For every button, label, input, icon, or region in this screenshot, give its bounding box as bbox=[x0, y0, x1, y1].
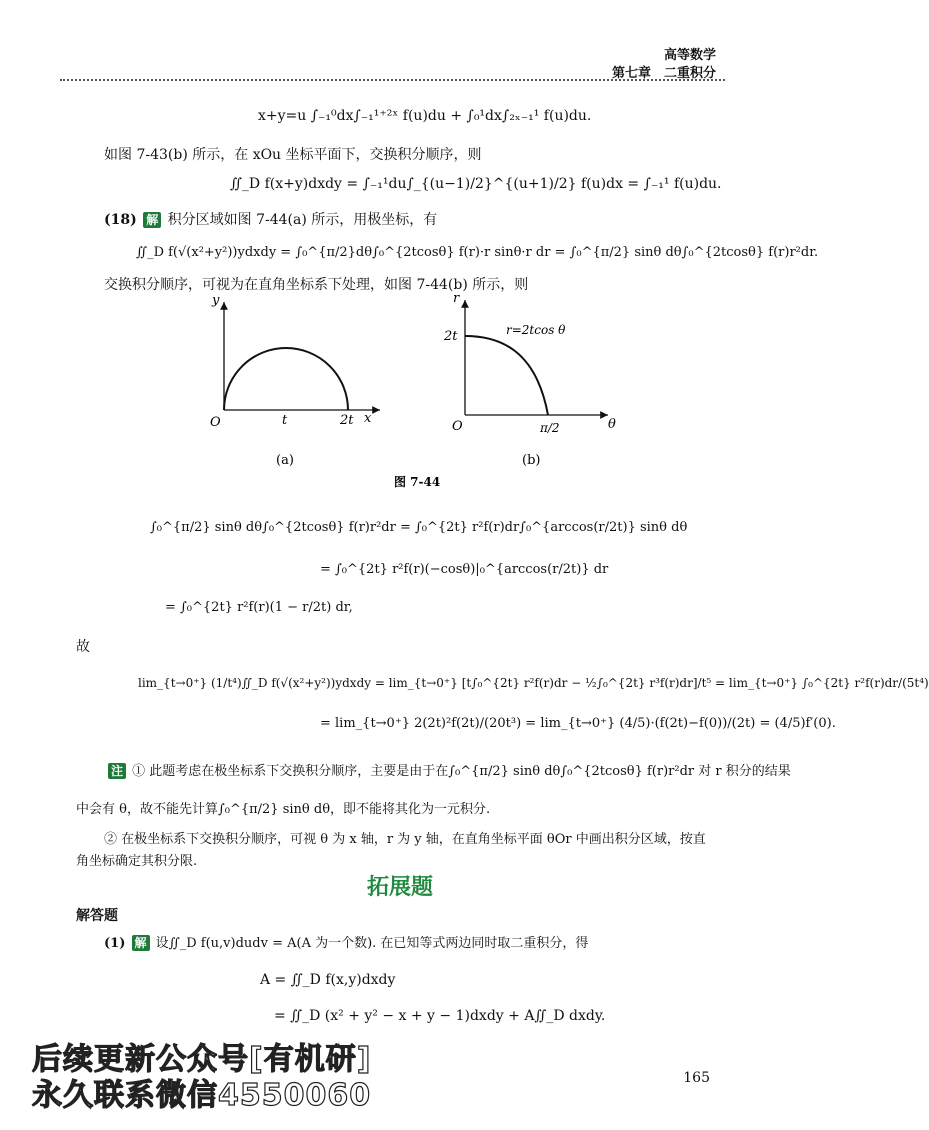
solve-badge: 解 bbox=[143, 212, 161, 228]
figure-7-44 bbox=[180, 290, 640, 490]
fig-b-r-label: r bbox=[453, 291, 460, 306]
fig-a-tick-2t: 2t bbox=[340, 413, 354, 428]
fig-a-tick-t: t bbox=[282, 413, 288, 428]
equation-A-2: = ∬_D (x² + y² − x + y − 1)dxdy + A∬_D dxdy. bbox=[274, 1008, 606, 1024]
figure-title: 图 7-44 bbox=[394, 475, 441, 489]
equation-swap-3: = ∫₀^{2t} r²f(r)(1 − r/2t) dr, bbox=[165, 600, 353, 615]
note-1-line-1: ① 此题考虑在极坐标系下交换积分顺序，主要是由于在∫₀^{π/2} sinθ dθ∫₀^{2tcosθ} f(r)r²dr 对 r 积分的结果 bbox=[132, 764, 791, 779]
fig-a-origin: O bbox=[210, 415, 221, 430]
equation-A-1: A = ∬_D f(x,y)dxdy bbox=[260, 972, 396, 988]
item-18 bbox=[104, 209, 437, 229]
fig-b-tick-pi2: π/2 bbox=[540, 421, 560, 435]
note-1-line-2: 中会有 θ，故不能先计算∫₀^{π/2} sinθ dθ，即不能将其化为一元积分. bbox=[76, 802, 491, 817]
equation-limit-2: = lim_{t→0⁺} 2(2t)²f(2t)/(20t³) = lim_{t→0⁺} (4/5)·(f(2t)−f(0))/(2t) = (4/5)f′(0). bbox=[320, 716, 836, 731]
fig-a-caption: (a) bbox=[276, 453, 294, 468]
fig-a-y-label: y bbox=[212, 293, 220, 308]
fig-b-theta-label: θ bbox=[608, 417, 616, 432]
sub-title: 解答题 bbox=[76, 908, 118, 924]
watermark-line-2: 永久联系微信4550060 bbox=[32, 1078, 372, 1113]
fig-a-semicircle bbox=[224, 348, 348, 410]
figure-b bbox=[443, 291, 616, 468]
note-badge: 注 bbox=[108, 763, 126, 779]
figure-a bbox=[210, 293, 380, 468]
note-2-line-2: 角坐标确定其积分限. bbox=[76, 854, 198, 869]
paragraph-fig-744: 交换积分顺序，可视为在直角坐标系下处理，如图 7-44(b) 所示，则 bbox=[104, 277, 529, 293]
page-number: 165 bbox=[683, 1070, 710, 1086]
item-1-label: (1) bbox=[104, 936, 126, 951]
paragraph-fig-743: 如图 7-43(b) 所示，在 xOu 坐标平面下，交换积分顺序，则 bbox=[104, 147, 482, 163]
equation-substitution: x+y=u ∫₋₁⁰dx∫₋₁¹⁺²ˣ f(u)du + ∫₀¹dx∫₂ₓ₋₁¹ f(u)du. bbox=[258, 108, 592, 124]
fig-a-x-label: x bbox=[364, 411, 372, 426]
section-title: 拓展题 bbox=[366, 875, 433, 900]
header-divider bbox=[60, 79, 725, 81]
watermark-line-1: 后续更新公众号[有机研] bbox=[32, 1042, 372, 1077]
equation-polar: ∬_D f(√(x²+y²))ydxdy = ∫₀^{π/2}dθ∫₀^{2tcosθ} f(r)·r sinθ·r dr = ∫₀^{π/2} sinθ dθ∫₀^{2tcosθ} f(r)r²dr. bbox=[136, 245, 819, 260]
note-1 bbox=[106, 760, 791, 779]
fig-b-curve bbox=[465, 336, 548, 415]
fig-b-origin: O bbox=[452, 419, 463, 434]
item-1-text: 设∬_D f(u,v)dudv = A(A 为一个数). 在已知等式两边同时取二重积分，得 bbox=[155, 936, 589, 951]
item-18-text: 积分区域如图 7-44(a) 所示，用极坐标，有 bbox=[167, 212, 438, 228]
equation-exchange-order: ∬_D f(x+y)dxdy = ∫₋₁¹du∫_{(u−1)/2}^{(u+1)/2} f(u)dx = ∫₋₁¹ f(u)du. bbox=[230, 176, 722, 192]
equation-limit-1: lim_{t→0⁺} (1/t⁴)∬_D f(√(x²+y²))ydxdy = lim_{t→0⁺} [t∫₀^{2t} r²f(r)dr − ½∫₀^{2t} r³f(r)dr]/t⁵ = lim_{t→0⁺} ∫₀^{2t} r²f(r)dr/(5t⁴) bbox=[138, 676, 929, 690]
fig-b-curve-label: r=2tcos θ bbox=[506, 323, 566, 337]
solve-badge-2: 解 bbox=[132, 935, 150, 951]
paragraph-therefore: 故 bbox=[76, 639, 90, 655]
item-18-label: (18) bbox=[104, 212, 137, 228]
equation-swap-1: ∫₀^{π/2} sinθ dθ∫₀^{2tcosθ} f(r)r²dr = ∫₀^{2t} r²f(r)dr∫₀^{arccos(r/2t)} sinθ dθ bbox=[150, 520, 688, 535]
fig-b-tick-2t: 2t bbox=[444, 329, 458, 344]
equation-swap-2: = ∫₀^{2t} r²f(r)(−cosθ)|₀^{arccos(r/2t)} dr bbox=[320, 562, 609, 577]
book-title: 高等数学 bbox=[663, 48, 716, 63]
chapter-title: 第七章 二重积分 bbox=[611, 66, 716, 81]
item-1 bbox=[104, 932, 588, 951]
fig-b-caption: (b) bbox=[522, 453, 541, 468]
note-2-line-1: ② 在极坐标系下交换积分顺序，可视 θ 为 x 轴，r 为 y 轴，在直角坐标平面 θOr 中画出积分区域，按直 bbox=[104, 832, 706, 847]
